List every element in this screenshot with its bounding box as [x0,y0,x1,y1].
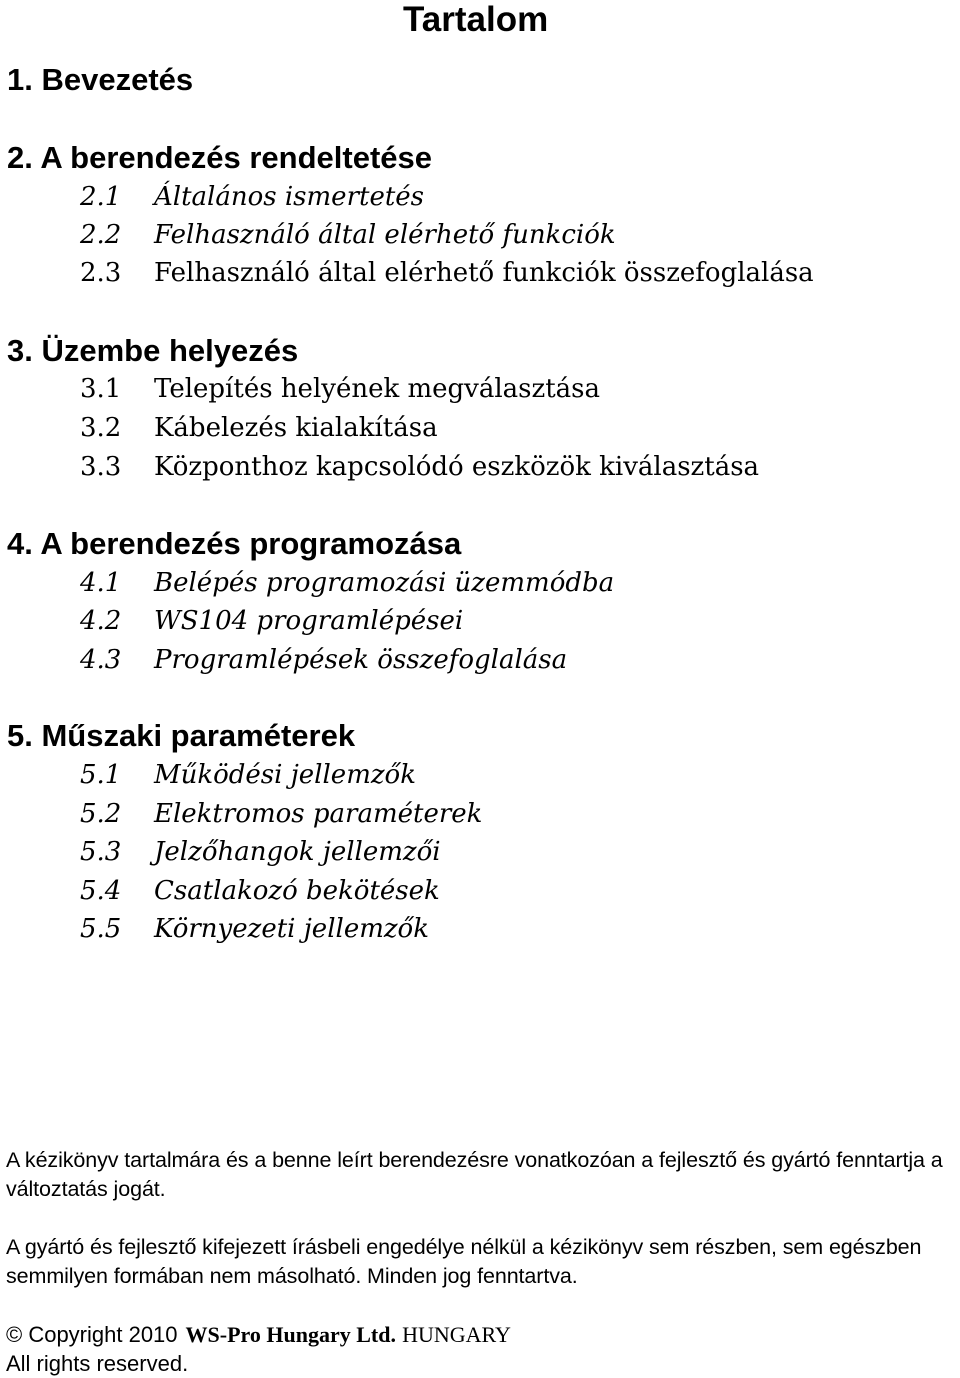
subsection-number: 3.1 [80,374,122,404]
subsection-number: 4.1 [80,568,122,598]
subsection-4-1 [80,567,614,599]
section-heading-4: 4. A berendezés programozása [7,526,462,561]
section-heading-2: 2. A berendezés rendeltetése [7,140,432,175]
subsection-label: Csatlakozó bekötések [154,876,440,906]
subsection-2-2 [80,219,616,251]
subsection-2-1 [80,181,424,213]
subsection-number: 2.2 [80,220,122,250]
page-title: Tartalom [403,0,549,39]
subsection-number: 5.4 [80,876,122,906]
subsection-3-1 [80,373,600,405]
subsection-5-1 [80,759,416,791]
subsection-number: 3.3 [80,452,122,482]
subsection-4-2 [80,605,463,637]
subsection-label: Központhoz kapcsolódó eszközök kiválasztása [154,452,760,482]
all-rights-reserved: All rights reserved. [6,1351,189,1376]
subsection-label: Kábelezés kialakítása [154,413,438,443]
subsection-label: Felhasználó által elérhető funkciók [154,220,616,250]
company-name: WS-Pro Hungary Ltd. [185,1322,396,1347]
subsection-number: 2.1 [80,182,122,212]
subsection-label: Általános ismertetés [154,182,425,212]
subsection-number: 5.1 [80,760,122,790]
section-heading-5: 5. Műszaki paraméterek [7,718,356,753]
subsection-5-3 [80,836,441,868]
subsection-5-5 [80,913,429,945]
subsection-label: Belépés programozási üzemmódba [154,568,615,598]
subsection-number: 5.2 [80,799,122,829]
subsection-5-4 [80,875,440,907]
subsection-number: 4.2 [80,606,122,636]
subsection-label: Elektromos paraméterek [154,799,483,829]
copyright-prefix: © Copyright 2010 [6,1322,178,1347]
subsection-label: Környezeti jellemzők [154,914,429,944]
subsection-2-3 [80,257,814,289]
copyright-line [6,1320,511,1349]
subsection-label: WS104 programlépései [154,606,464,636]
section-heading-3: 3. Üzembe helyezés [7,333,299,368]
subsection-number: 4.3 [80,645,122,675]
subsection-label: Jelzőhangok jellemzői [154,837,441,867]
subsection-5-2 [80,798,482,830]
subsection-number: 3.2 [80,413,122,443]
rights-notice: A kézikönyv tartalmára és a benne leírt berendezésre vonatkozóan a fejlesztő és gyártó fenntartja a változtatás jogát. [6,1148,943,1201]
subsection-label: Telepítés helyének megválasztása [154,374,601,404]
copy-notice: A gyártó és fejlesztő kifejezett írásbeli engedélye nélkül a kézikönyv sem részben, sem egészben semmilyen formában nem másolható. Minden jog fenntartva. [6,1235,922,1288]
subsection-number: 5.5 [80,914,122,944]
subsection-label: Felhasználó által elérhető funkciók összefoglalása [154,258,814,288]
subsection-3-3 [80,451,759,483]
subsection-label: Működési jellemzők [154,760,416,790]
subsection-3-2 [80,412,438,444]
subsection-number: 2.3 [80,258,122,288]
subsection-number: 5.3 [80,837,122,867]
section-heading-1: 1. Bevezetés [7,62,194,97]
country-name: HUNGARY [402,1322,511,1347]
subsection-label: Programlépések összefoglalása [154,645,568,675]
subsection-4-3 [80,644,567,676]
